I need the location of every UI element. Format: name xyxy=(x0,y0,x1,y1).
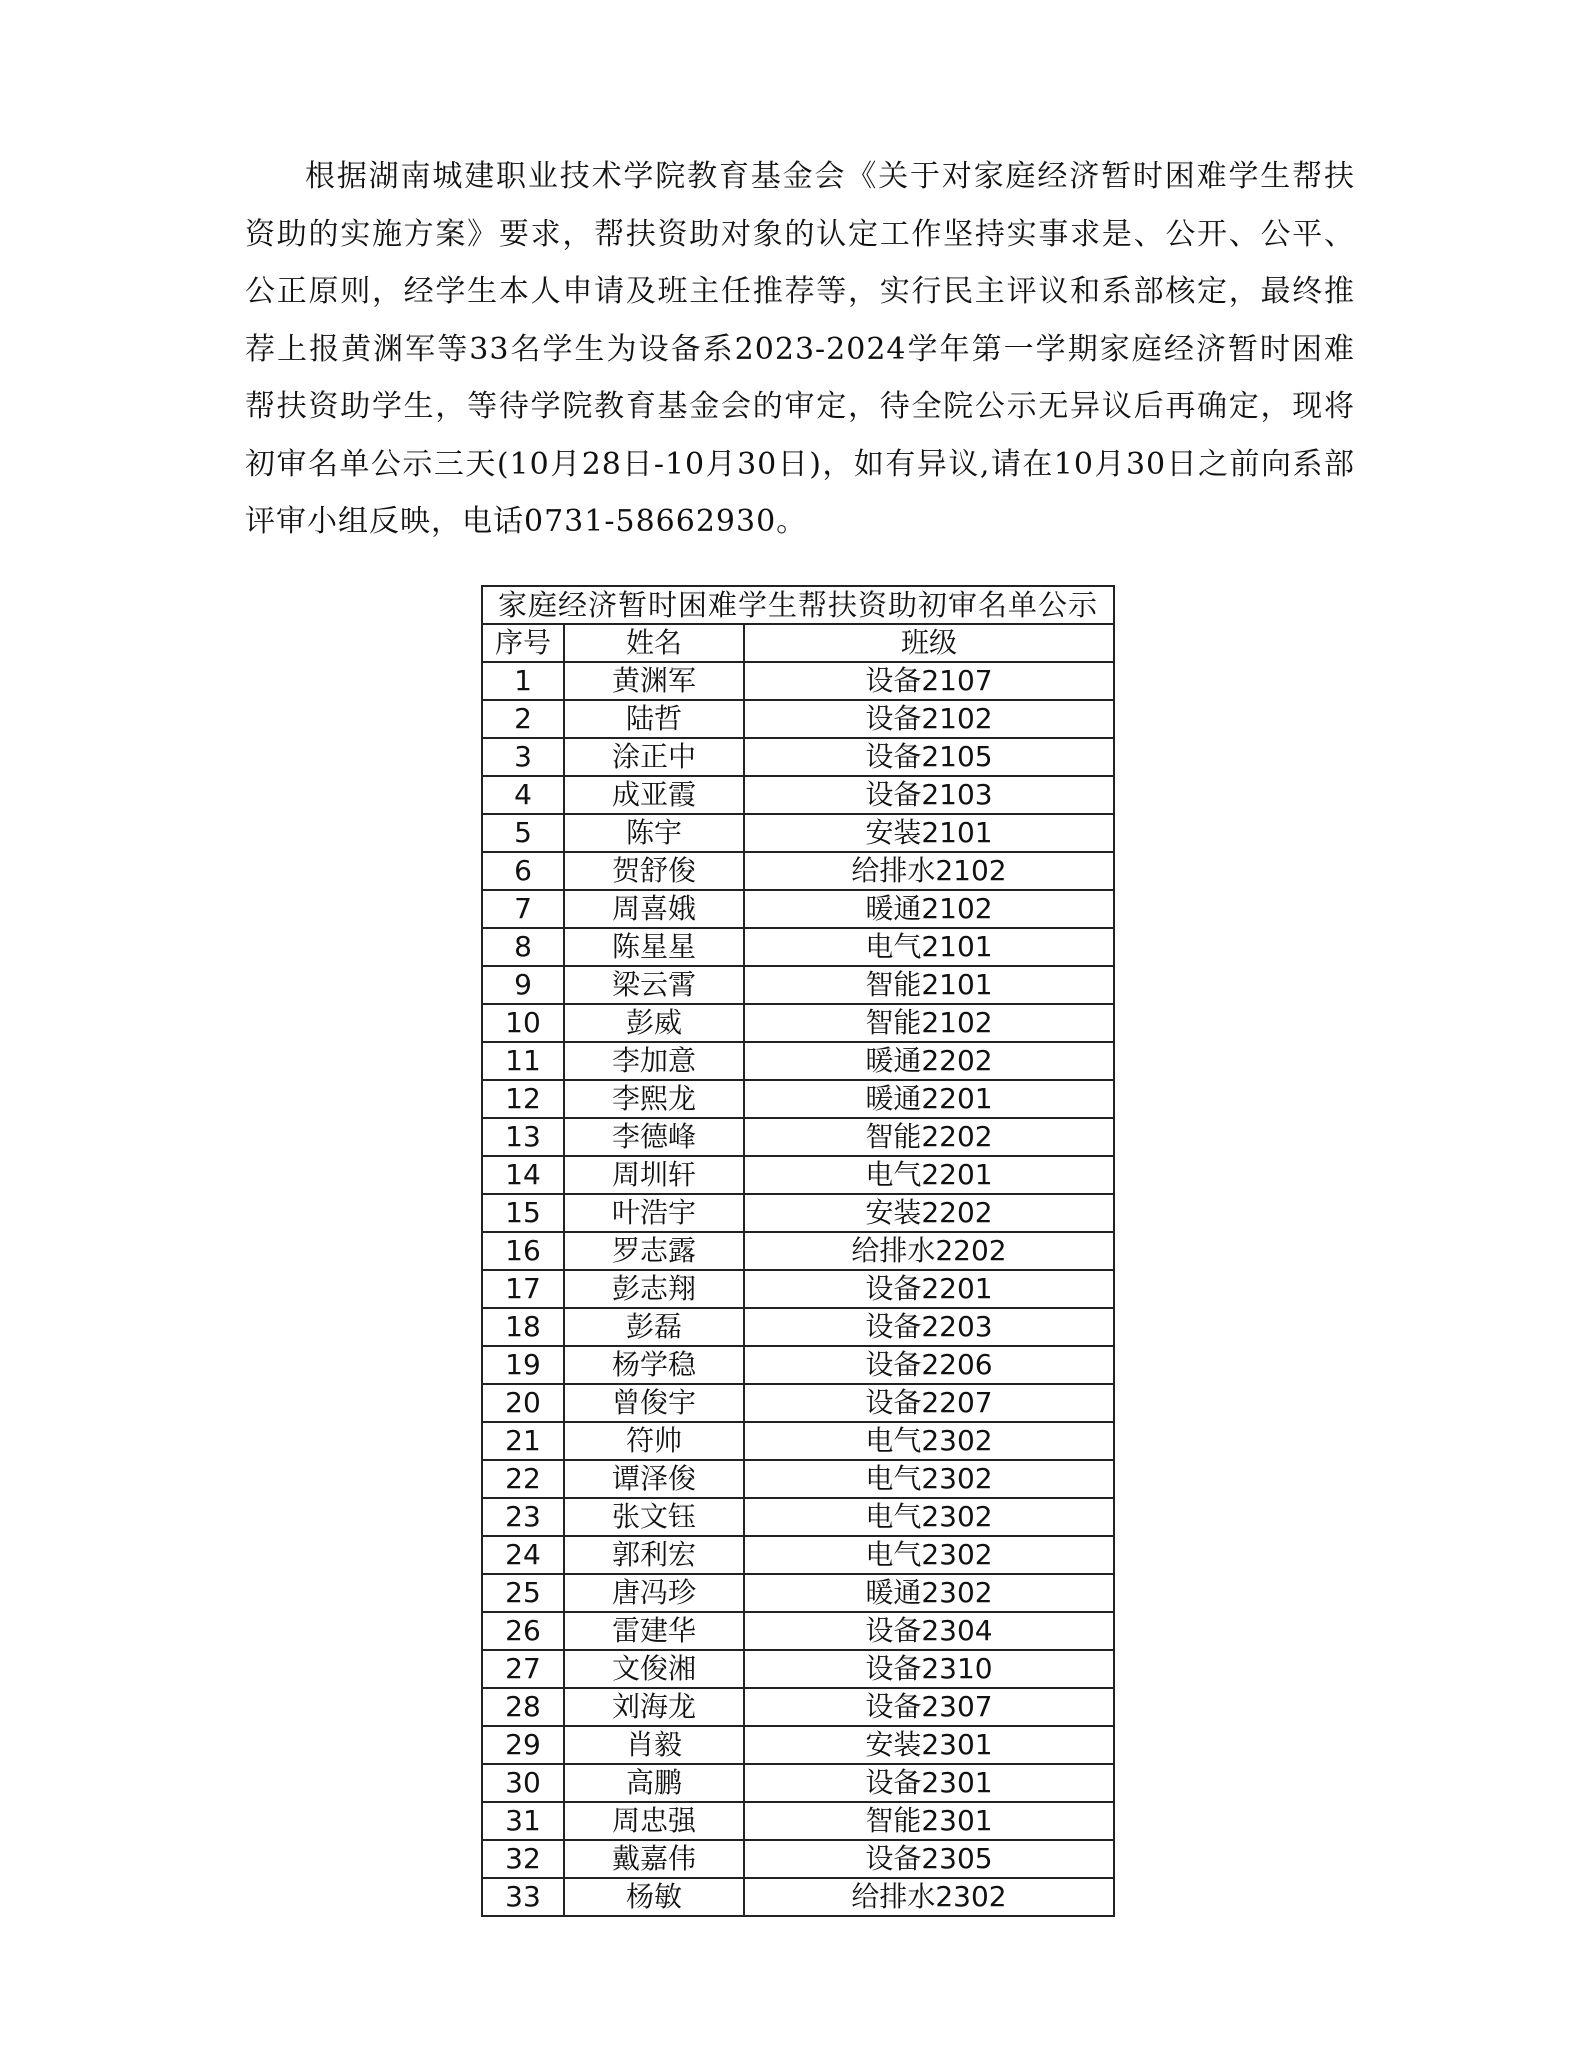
table-row xyxy=(482,1422,1114,1460)
table-row xyxy=(482,1650,1114,1688)
row-number: 1 xyxy=(482,662,564,700)
row-number: 10 xyxy=(482,1004,564,1042)
table-row xyxy=(482,1802,1114,1840)
table-row xyxy=(482,700,1114,738)
row-number: 2 xyxy=(482,700,564,738)
row-name: 符帅 xyxy=(564,1422,744,1460)
row-name: 雷建华 xyxy=(564,1612,744,1650)
row-number: 11 xyxy=(482,1042,564,1080)
row-number: 22 xyxy=(482,1460,564,1498)
row-name: 戴嘉伟 xyxy=(564,1840,744,1878)
row-number: 6 xyxy=(482,852,564,890)
row-name: 彭磊 xyxy=(564,1308,744,1346)
row-number: 27 xyxy=(482,1650,564,1688)
row-class: 给排水2302 xyxy=(744,1878,1114,1916)
table-row xyxy=(482,852,1114,890)
row-class: 设备2103 xyxy=(744,776,1114,814)
row-name: 郭利宏 xyxy=(564,1536,744,1574)
row-name: 黄渊军 xyxy=(564,662,744,700)
table-row xyxy=(482,1004,1114,1042)
header-number: 序号 xyxy=(482,624,564,662)
row-name: 李加意 xyxy=(564,1042,744,1080)
notice-paragraph: 根据湖南城建职业技术学院教育基金会《关于对家庭经济暂时困难学生帮扶资助的实施方案》要求，帮扶资助对象的认定工作坚持实事求是、公开、公平、公正原则，经学生本人申请及班主任推荐等，实行民主评议和系部核定，最终推荐上报黄渊军等33名学生为设备系2023-2024学年第一学期家庭经济暂时困难帮扶资助学生，等待学院教育基金会的审定，待全院公示无异议后再确定，现将初审名单公示三天(10月28日-10月30日)，如有异议,请在10月30日之前向系部评审小组反映，电话0731-58662930。 xyxy=(245,159,1355,539)
table-row xyxy=(482,814,1114,852)
row-class: 暖通2202 xyxy=(744,1042,1114,1080)
row-name: 陈星星 xyxy=(564,928,744,966)
row-number: 26 xyxy=(482,1612,564,1650)
row-name: 杨敏 xyxy=(564,1878,744,1916)
row-class: 设备2310 xyxy=(744,1650,1114,1688)
row-number: 19 xyxy=(482,1346,564,1384)
row-number: 8 xyxy=(482,928,564,966)
row-class: 设备2102 xyxy=(744,700,1114,738)
row-number: 17 xyxy=(482,1270,564,1308)
row-number: 33 xyxy=(482,1878,564,1916)
row-number: 32 xyxy=(482,1840,564,1878)
row-number: 9 xyxy=(482,966,564,1004)
row-class: 安装2101 xyxy=(744,814,1114,852)
table-row xyxy=(482,890,1114,928)
row-name: 陈宇 xyxy=(564,814,744,852)
row-number: 13 xyxy=(482,1118,564,1156)
row-name: 周喜娥 xyxy=(564,890,744,928)
table-row xyxy=(482,776,1114,814)
row-class: 智能2301 xyxy=(744,1802,1114,1840)
row-name: 彭威 xyxy=(564,1004,744,1042)
row-name: 文俊湘 xyxy=(564,1650,744,1688)
row-name: 罗志露 xyxy=(564,1232,744,1270)
table-row xyxy=(482,966,1114,1004)
row-class: 安装2301 xyxy=(744,1726,1114,1764)
row-class: 设备2301 xyxy=(744,1764,1114,1802)
row-number: 28 xyxy=(482,1688,564,1726)
row-class: 电气2302 xyxy=(744,1460,1114,1498)
table-row xyxy=(482,1384,1114,1422)
row-name: 周忠强 xyxy=(564,1802,744,1840)
row-number: 5 xyxy=(482,814,564,852)
table-row xyxy=(482,738,1114,776)
table-row xyxy=(482,662,1114,700)
table-row xyxy=(482,1080,1114,1118)
row-class: 设备2201 xyxy=(744,1270,1114,1308)
student-list-table xyxy=(481,585,1115,1917)
row-number: 24 xyxy=(482,1536,564,1574)
table-row xyxy=(482,1498,1114,1536)
table-body xyxy=(482,662,1114,1916)
row-class: 设备2305 xyxy=(744,1840,1114,1878)
row-number: 4 xyxy=(482,776,564,814)
row-class: 设备2206 xyxy=(744,1346,1114,1384)
row-class: 给排水2202 xyxy=(744,1232,1114,1270)
table-row xyxy=(482,1308,1114,1346)
row-number: 7 xyxy=(482,890,564,928)
table-row xyxy=(482,1460,1114,1498)
row-class: 暖通2302 xyxy=(744,1574,1114,1612)
row-class: 设备2105 xyxy=(744,738,1114,776)
row-class: 安装2202 xyxy=(744,1194,1114,1232)
row-name: 李德峰 xyxy=(564,1118,744,1156)
row-number: 23 xyxy=(482,1498,564,1536)
table-row xyxy=(482,1574,1114,1612)
row-name: 李熙龙 xyxy=(564,1080,744,1118)
row-class: 电气2302 xyxy=(744,1536,1114,1574)
row-name: 肖毅 xyxy=(564,1726,744,1764)
row-name: 刘海龙 xyxy=(564,1688,744,1726)
row-number: 29 xyxy=(482,1726,564,1764)
table-row xyxy=(482,1232,1114,1270)
row-name: 彭志翔 xyxy=(564,1270,744,1308)
table-title: 家庭经济暂时困难学生帮扶资助初审名单公示 xyxy=(481,585,1115,623)
table-row xyxy=(482,1194,1114,1232)
table-row xyxy=(482,1612,1114,1650)
row-class: 电气2101 xyxy=(744,928,1114,966)
row-number: 30 xyxy=(482,1764,564,1802)
row-class: 智能2102 xyxy=(744,1004,1114,1042)
row-number: 21 xyxy=(482,1422,564,1460)
table-row xyxy=(482,1536,1114,1574)
row-name: 梁云霄 xyxy=(564,966,744,1004)
row-number: 16 xyxy=(482,1232,564,1270)
table-header-row xyxy=(482,624,1114,662)
row-number: 20 xyxy=(482,1384,564,1422)
table-row xyxy=(482,928,1114,966)
table-row xyxy=(482,1042,1114,1080)
row-class: 设备2107 xyxy=(744,662,1114,700)
row-number: 14 xyxy=(482,1156,564,1194)
table-row xyxy=(482,1156,1114,1194)
row-class: 智能2202 xyxy=(744,1118,1114,1156)
row-name: 谭泽俊 xyxy=(564,1460,744,1498)
row-name: 高鹏 xyxy=(564,1764,744,1802)
row-class: 智能2101 xyxy=(744,966,1114,1004)
row-number: 18 xyxy=(482,1308,564,1346)
table-row xyxy=(482,1726,1114,1764)
row-name: 张文钰 xyxy=(564,1498,744,1536)
row-class: 电气2302 xyxy=(744,1422,1114,1460)
row-name: 曾俊宇 xyxy=(564,1384,744,1422)
row-class: 电气2201 xyxy=(744,1156,1114,1194)
table-row xyxy=(482,1688,1114,1726)
table-row xyxy=(482,1840,1114,1878)
row-class: 电气2302 xyxy=(744,1498,1114,1536)
row-class: 暖通2102 xyxy=(744,890,1114,928)
table-row xyxy=(482,1878,1114,1916)
row-name: 周圳轩 xyxy=(564,1156,744,1194)
row-class: 设备2203 xyxy=(744,1308,1114,1346)
table-row xyxy=(482,1270,1114,1308)
row-class: 设备2307 xyxy=(744,1688,1114,1726)
row-class: 给排水2102 xyxy=(744,852,1114,890)
row-class: 暖通2201 xyxy=(744,1080,1114,1118)
row-name: 陆哲 xyxy=(564,700,744,738)
row-class: 设备2304 xyxy=(744,1612,1114,1650)
header-class: 班级 xyxy=(744,624,1114,662)
row-name: 杨学稳 xyxy=(564,1346,744,1384)
row-name: 涂正中 xyxy=(564,738,744,776)
row-number: 3 xyxy=(482,738,564,776)
row-name: 唐冯珍 xyxy=(564,1574,744,1612)
header-name: 姓名 xyxy=(564,624,744,662)
row-class: 设备2207 xyxy=(744,1384,1114,1422)
row-number: 25 xyxy=(482,1574,564,1612)
table-row xyxy=(482,1764,1114,1802)
row-name: 叶浩宇 xyxy=(564,1194,744,1232)
row-number: 12 xyxy=(482,1080,564,1118)
row-number: 31 xyxy=(482,1802,564,1840)
table-row xyxy=(482,1346,1114,1384)
row-name: 成亚霞 xyxy=(564,776,744,814)
row-number: 15 xyxy=(482,1194,564,1232)
table-row xyxy=(482,1118,1114,1156)
row-name: 贺舒俊 xyxy=(564,852,744,890)
